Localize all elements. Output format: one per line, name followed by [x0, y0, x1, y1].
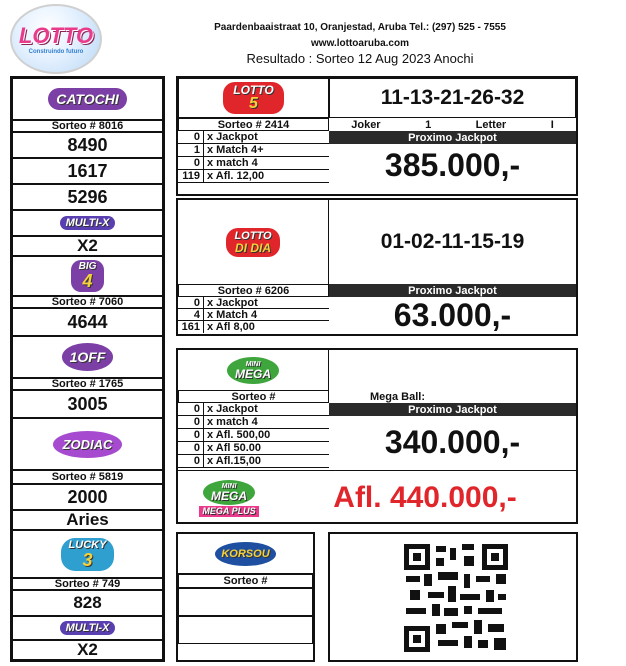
multix-value-2: X2 [12, 640, 163, 660]
catochi-logo [12, 78, 163, 120]
zodiac-sign: Aries [12, 510, 163, 530]
multix-value-1: X2 [12, 236, 163, 256]
multix-logo-1 [12, 210, 163, 236]
oneoff-logo-text: 1OFF [62, 343, 114, 371]
lottodia-row-1-label: x Jackpot [207, 296, 258, 309]
lotto5-logo-top: LOTTO [233, 83, 274, 97]
main-logo-sub: Construindo futuro [28, 49, 84, 55]
zodiac-logo [12, 418, 163, 470]
minimega-logo-badge [227, 357, 279, 384]
korsou-logo-text: KORSOU [215, 542, 275, 566]
korsou-sorteo: Sorteo # [178, 574, 313, 588]
minimega-logo-main: MEGA [235, 366, 271, 381]
minimega-row-1-label: x Jackpot [207, 403, 258, 415]
megaplus-jackpot: Afl. 440.000,- [333, 481, 517, 514]
minimega-sorteo: Sorteo # [178, 390, 329, 403]
megaplus-logo-top: MINI [221, 482, 237, 490]
lotto5-logo [178, 78, 329, 118]
minimega-row-2-count: 0 [178, 416, 204, 428]
lottodia-sorteo: Sorteo # 6206 [178, 284, 329, 297]
joker-label: Joker [351, 118, 381, 131]
lotto5-jackpot: 385.000,- [384, 146, 521, 183]
big4-logo [12, 256, 163, 296]
minimega-row-4 [178, 442, 329, 455]
lottodia-row-3-label: x Afl 8,00 [207, 321, 255, 333]
lottodia-next-label: Proximo Jackpot [329, 284, 576, 297]
lottodia-numbers: 01-02-11-15-19 [329, 200, 576, 284]
korsou-logo [178, 534, 313, 574]
header-address: Paardenbaaistraat 10, Oranjestad, Aruba Tel.: (297) 525 - 7555 [214, 22, 506, 33]
lotto5-row-1-label: x Jackpot [207, 131, 258, 143]
lotto5-row-1 [178, 131, 329, 144]
lotto5-row-2-label: x Match 4+ [207, 144, 264, 156]
lotto5-row-3-count: 0 [178, 157, 204, 169]
multix-logo-text-2: MULTI-X [60, 621, 116, 635]
lotto5-extras [329, 118, 576, 131]
lotto5-next-label: Proximo Jackpot [329, 131, 576, 144]
letter-label: Letter [475, 118, 507, 131]
lucky3-logo-top: LUCKY [68, 538, 107, 551]
lotto5-logo-num: 5 [249, 95, 258, 112]
zodiac-sorteo: Sorteo # 5819 [12, 470, 163, 484]
catochi-number-3: 5296 [12, 184, 163, 210]
lotto5-row-1-count: 0 [178, 131, 204, 143]
lottodia-row-2-count: 4 [178, 309, 204, 320]
big4-sorteo: Sorteo # 7060 [12, 296, 163, 308]
megaplus-divider [178, 470, 576, 471]
lotto5-row-2 [178, 144, 329, 157]
lucky3-number: 828 [12, 590, 163, 616]
lotto-main-logo [10, 4, 102, 74]
lottodia-row-1-count: 0 [178, 297, 204, 308]
minimega-row-4-count: 0 [178, 442, 204, 454]
big4-logo-num: 4 [82, 271, 93, 291]
megaplus-logo-main: MEGA [211, 488, 247, 503]
minimega-row-4-label: x Afl 50.00 [207, 442, 262, 454]
big4-logo-top: BIG [78, 261, 97, 272]
lotto5-numbers: 11-13-21-26-32 [329, 78, 576, 118]
zodiac-number: 2000 [12, 484, 163, 510]
lottodia-jackpot: 63.000,- [393, 297, 512, 333]
megaplus-logo-badge [203, 480, 255, 505]
minimega-megaball-label: Mega Ball: [370, 390, 426, 403]
lotto5-row-2-count: 1 [178, 144, 204, 156]
big4-logo-badge [71, 260, 105, 292]
lotto5-row-4-label: x Afl. 12,00 [207, 170, 265, 182]
minimega-row-2-label: x match 4 [207, 416, 258, 428]
lucky3-sorteo: Sorteo # 749 [12, 578, 163, 590]
joker-value: 1 [425, 118, 432, 131]
big4-number: 4644 [12, 308, 163, 336]
lottodia-logo-top: LOTTO [234, 229, 272, 242]
lottodia-logo [178, 200, 329, 284]
minimega-row-3 [178, 429, 329, 442]
minimega-numbers-area [329, 350, 576, 390]
main-logo-text: LOTTO [18, 23, 94, 48]
lucky3-logo-num: 3 [82, 549, 93, 570]
korsou-row-1 [178, 588, 313, 616]
header-result: Resultado : Sorteo 12 Aug 2023 Anochi [246, 51, 474, 66]
lucky3-logo [12, 530, 163, 578]
minimega-row-5-label: x Afl.15,00 [207, 455, 262, 467]
minimega-logo-top: MINI [245, 360, 261, 368]
korsou-row-2 [178, 616, 313, 644]
lotto5-sorteo: Sorteo # 2414 [178, 118, 329, 131]
lottodia-row-3 [178, 321, 329, 333]
megaplus-logo [186, 474, 272, 522]
lotto5-row-3 [178, 157, 329, 170]
minimega-jackpot: 340.000,- [384, 423, 521, 460]
multix-logo-2 [12, 616, 163, 640]
multix-logo-text-1: MULTI-X [60, 216, 116, 230]
oneoff-sorteo: Sorteo # 1765 [12, 378, 163, 390]
minimega-logo [178, 350, 329, 390]
lotto5-row-3-label: x match 4 [207, 157, 258, 169]
lotto5-logo-badge [223, 82, 283, 114]
lucky3-logo-badge [61, 538, 115, 571]
header-website[interactable]: www.lottoaruba.com [311, 38, 409, 49]
minimega-row-1-count: 0 [178, 403, 204, 415]
oneoff-number: 3005 [12, 390, 163, 418]
minimega-next-label: Proximo Jackpot [329, 403, 576, 416]
minimega-row-5 [178, 455, 329, 468]
catochi-number-1: 8490 [12, 132, 163, 158]
minimega-row-2 [178, 416, 329, 429]
lottodia-logo-bottom: DI DIA [234, 240, 271, 255]
qr-code-icon[interactable] [404, 544, 508, 652]
lottodia-row-2-label: x Match 4 [207, 308, 258, 321]
minimega-row-3-count: 0 [178, 429, 204, 441]
lottodia-row-2 [178, 309, 329, 321]
lotto5-row-4-count: 119 [178, 170, 204, 182]
minimega-row-5-count: 0 [178, 455, 204, 467]
catochi-number-2: 1617 [12, 158, 163, 184]
lottodia-row-3-count: 161 [178, 321, 204, 333]
minimega-row-3-label: x Afl. 500,00 [207, 429, 271, 441]
catochi-sorteo: Sorteo # 8016 [12, 120, 163, 132]
lottodia-logo-badge [226, 228, 279, 257]
zodiac-logo-text: ZODIAC [53, 431, 123, 458]
letter-value: I [550, 118, 554, 131]
lottodia-row-1 [178, 297, 329, 309]
megaplus-logo-sub: MEGA PLUS [199, 506, 258, 517]
lotto5-row-4 [178, 170, 329, 183]
oneoff-logo [12, 336, 163, 378]
minimega-row-1 [178, 403, 329, 416]
catochi-logo-text: CATOCHI [48, 88, 126, 110]
